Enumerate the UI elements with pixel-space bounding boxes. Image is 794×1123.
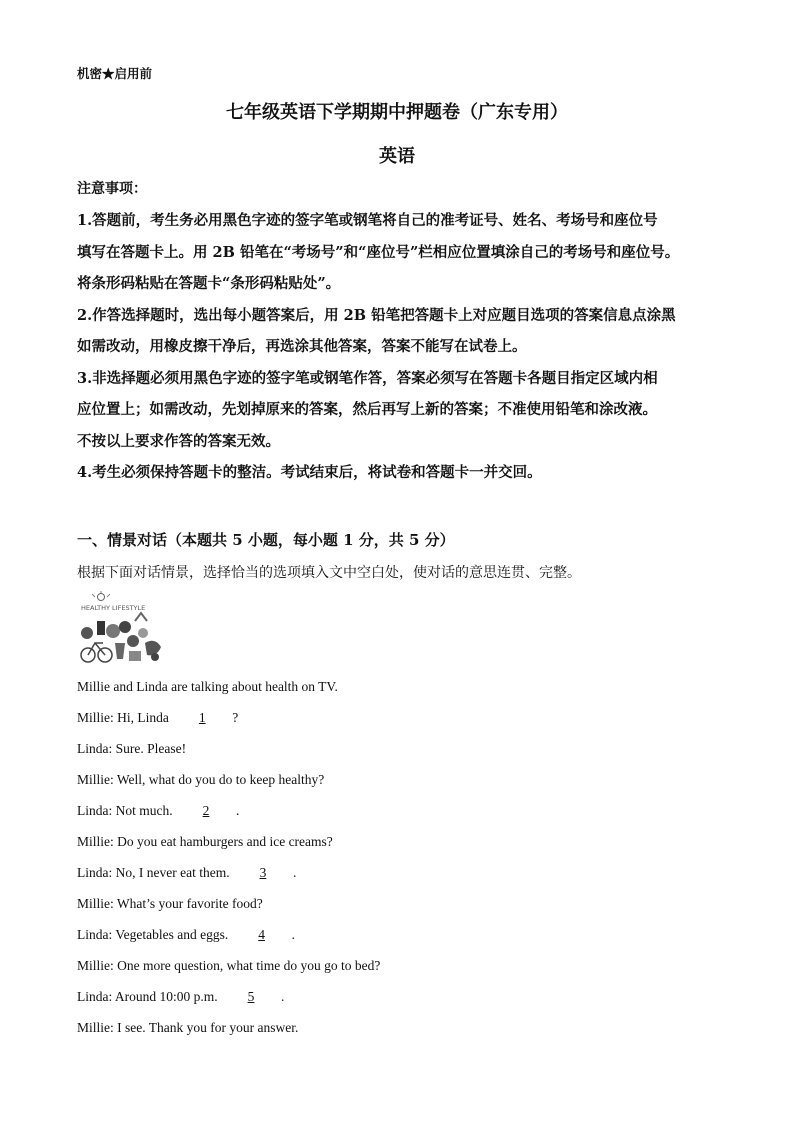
section-instruction: 根据下面对话情景，选择恰当的选项填入文中空白处，使对话的意思连贯、完整。: [77, 565, 581, 581]
dialogue-punct: .: [235, 803, 240, 818]
dialogue-punct: .: [281, 989, 285, 1004]
dialogue-line: [77, 893, 717, 924]
notes-block: [77, 205, 737, 489]
dialogue-text: Linda: Vegetables and eggs.: [77, 927, 232, 942]
dialogue-line: [77, 707, 717, 738]
dialogue-punct: .: [292, 865, 297, 880]
notes-heading: 注意事项：: [77, 181, 147, 197]
dialogue-line: [77, 955, 717, 986]
dialogue-line: [77, 738, 717, 769]
answer-blank: 4: [258, 927, 265, 942]
answer-blank: 5: [247, 989, 255, 1004]
notes-line: 如需改动，用橡皮擦干净后，再选涂其他答案，答案不能写在试卷上。: [77, 338, 527, 355]
dialogue-line: [77, 1017, 717, 1048]
secret-label: 机密★启用前: [77, 66, 153, 81]
dialogue-text: Millie: Do you eat hamburgers and ice creams?: [77, 834, 333, 849]
dialogue-line: [77, 800, 717, 831]
answer-blank: 3: [259, 865, 267, 880]
subject-title: 英语: [379, 146, 415, 167]
dialogue-punct: .: [291, 927, 295, 942]
dialogue-text: Millie: One more question, what time do you go to bed?: [77, 958, 381, 973]
notes-line: 3.非选择题必须用黑色字迹的签字笔或钢笔作答，答案必须写在答题卡各题目指定区域内相: [77, 369, 658, 387]
dialogue-text: Millie: I see. Thank you for your answer.: [77, 1020, 299, 1035]
dialogue-line: [77, 831, 717, 862]
notes-line: 不按以上要求作答的答案无效。: [77, 432, 280, 450]
section-title: 一、情景对话（本题共 5 小题，每小题 1 分，共 5 分）: [77, 531, 455, 549]
dialogue-text: Millie: What’s your favorite food?: [77, 896, 263, 911]
notes-line: 1.答题前，考生务必用黑色字迹的签字笔或钢笔将自己的准考证号、姓名、考场号和座位号: [77, 212, 658, 229]
notes-line: 将条形码粘贴在答题卡“条形码粘贴处”。: [77, 275, 341, 292]
illustration-caption: HEALTHY LIFESTYLE: [81, 604, 146, 612]
notes-line: 应位置上；如需改动，先划掉原来的答案，然后再写上新的答案；不准使用铅笔和涂改液。: [77, 401, 657, 418]
answer-blank: 2: [202, 803, 210, 818]
dialogue-text: Linda: Not much.: [77, 803, 176, 818]
exam-title: 七年级英语下学期期中押题卷（广东专用）: [226, 102, 568, 123]
notes-line: 填写在答题卡上。用 2B 铅笔在“考场号”和“座位号”栏相应位置填涂自己的考场号和座位号。: [77, 243, 680, 261]
dialogue-text: Linda: No, I never eat them.: [77, 865, 233, 880]
dialogue-line: [77, 862, 717, 893]
dialogue: [77, 676, 717, 1048]
dialogue-text: Linda: Around 10:00 p.m.: [77, 989, 221, 1004]
dialogue-line: [77, 769, 717, 800]
dialogue-text: Linda: Sure. Please!: [77, 741, 187, 756]
answer-blank: 1: [198, 710, 206, 725]
notes-line: 4.考生必须保持答题卡的整洁。考试结束后，将试卷和答题卡一并交回。: [77, 464, 542, 481]
dialogue-punct: ?: [232, 710, 239, 725]
dialogue-intro: Millie and Linda are talking about health on TV.: [77, 679, 338, 694]
healthy-lifestyle-illustration: [77, 591, 165, 667]
dialogue-text: Millie: Hi, Linda: [77, 710, 173, 725]
dialogue-line: [77, 924, 717, 955]
dialogue-text: Millie: Well, what do you do to keep healthy?: [77, 772, 325, 787]
dialogue-line: [77, 986, 717, 1017]
notes-line: 2.作答选择题时，选出每小题答案后，用 2B 铅笔把答题卡上对应题目选项的答案信息点涂黑: [77, 306, 676, 324]
